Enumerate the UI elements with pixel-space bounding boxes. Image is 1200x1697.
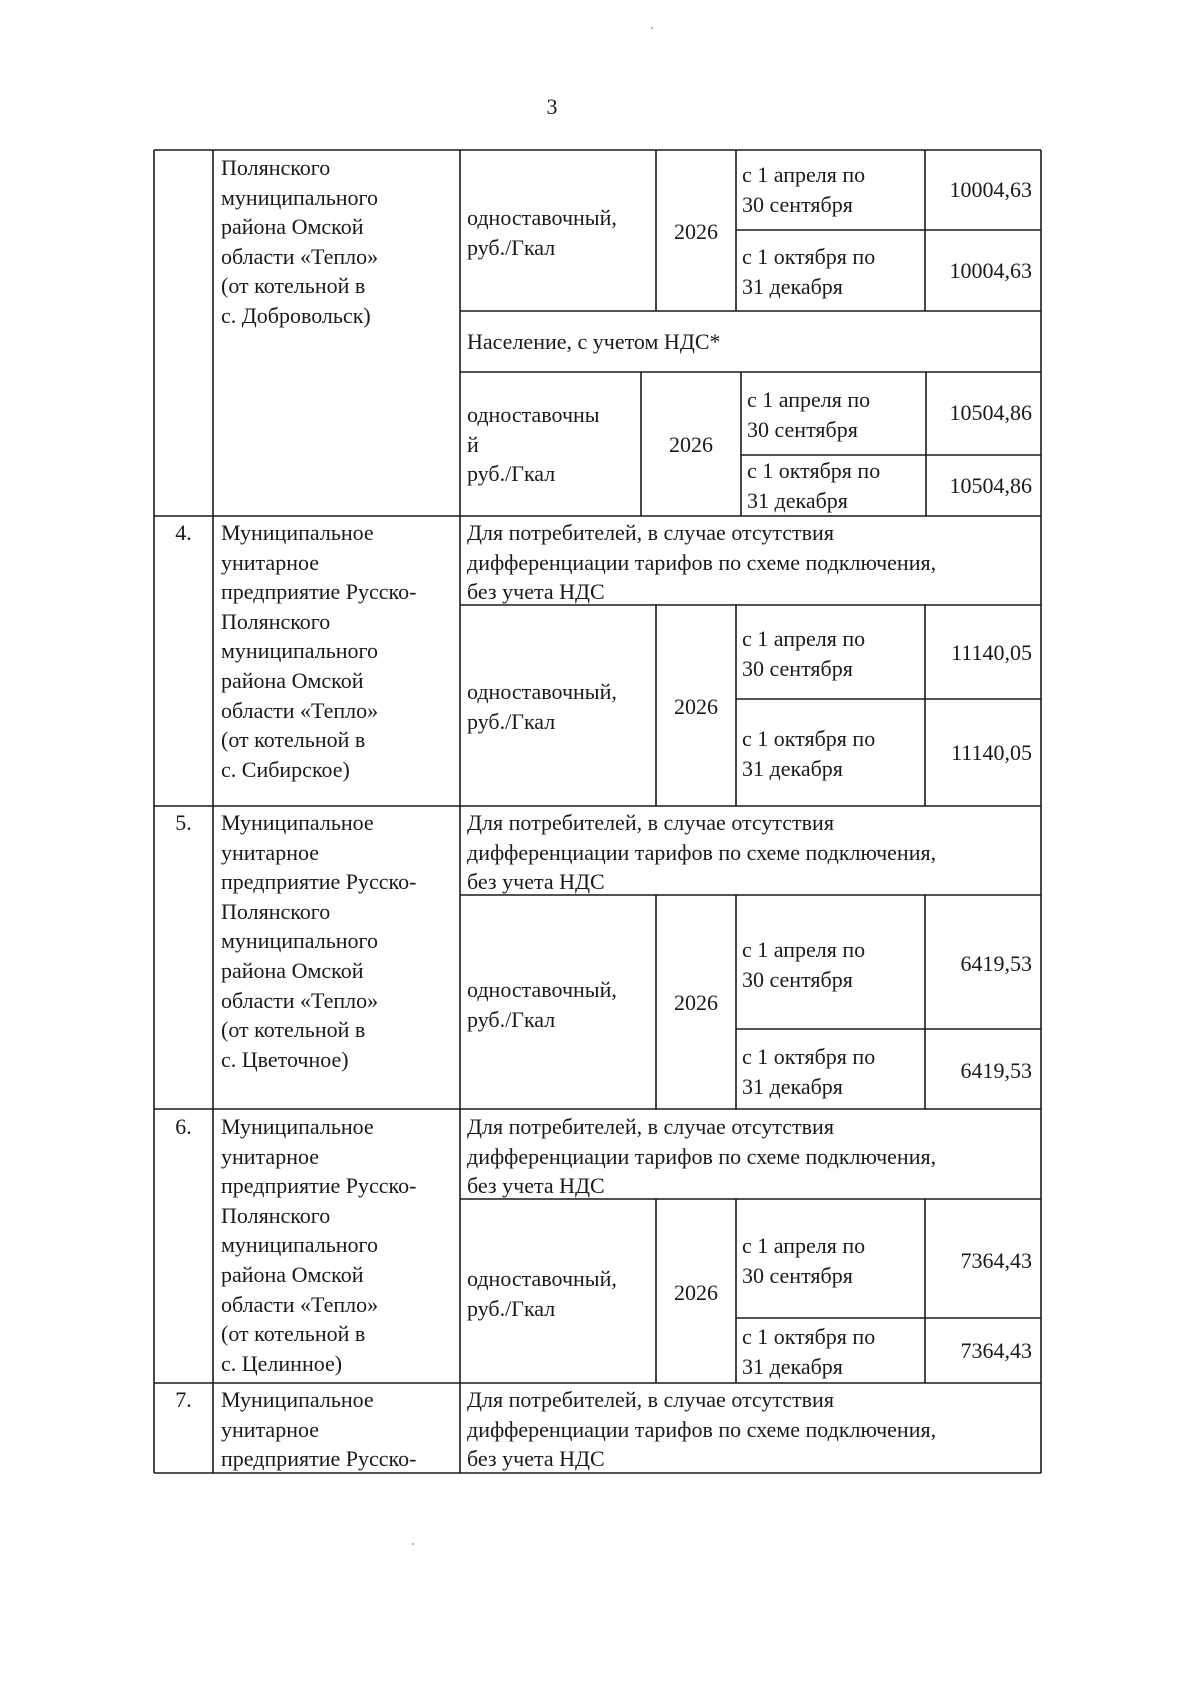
tariff-year: 2026 [669,432,713,457]
org-name: Муниципальное унитарное предприятие Русско- Полянского муниципального района Омской области «Тепло» (от котельной в с. Сибирское) [221,520,417,782]
scan-speck [651,27,653,29]
tariff-year: 2026 [674,694,718,719]
org-name: Муниципальное унитарное предприятие Русско- Полянского муниципального района Омской области «Тепло» (от котельной в с. Целинное) [221,1114,417,1376]
page-number: 3 [546,94,558,119]
tariff-year: 2026 [674,1280,718,1305]
tariff-value: 6419,53 [960,951,1032,976]
tariff-type: одноставочный, руб./Гкал [467,205,617,260]
tariff-value: 11140,05 [951,740,1032,765]
tariff-type: одноставочный, руб./Гкал [467,679,617,734]
tariff-period: с 1 апреля по 30 сентября [742,626,866,681]
tariff-value: 10504,86 [949,400,1032,425]
tariff-value: 7364,43 [960,1248,1032,1273]
tariff-period: с 1 апреля по 30 сентября [742,162,866,217]
tariff-period: с 1 апреля по 30 сентября [747,387,871,442]
org-name: Полянского муниципального района Омской области «Тепло» (от котельной в с. Добровольск) [221,155,379,328]
tariff-value: 10004,63 [949,177,1032,202]
tariff-period: с 1 октября по 31 декабря [742,1324,876,1379]
tariff-value: 10504,86 [949,473,1032,498]
scan-speck [412,1543,414,1545]
row-number: 4. [175,520,192,545]
consumer-group-header: Для потребителей, в случае отсутствия дифференциации тарифов по схеме подключения, без учета НДС [467,1387,937,1472]
tariff-type: одноставочный, руб./Гкал [467,977,617,1032]
tariff-type: одноставочный, руб./Гкал [467,1266,617,1321]
tariff-type: одноставочны й руб./Гкал [467,402,600,487]
org-name: Муниципальное унитарное предприятие Русско- [221,1387,417,1472]
tariff-period: с 1 октября по 31 декабря [747,458,881,513]
tariff-period: с 1 октября по 31 декабря [742,726,876,781]
row-number: 7. [175,1387,192,1412]
tariff-value: 7364,43 [960,1338,1032,1363]
consumer-group-header: Для потребителей, в случае отсутствия дифференциации тарифов по схеме подключения, без учета НДС [467,1114,937,1199]
consumer-group-header: Для потребителей, в случае отсутствия дифференциации тарифов по схеме подключения, без учета НДС [467,810,937,895]
tariff-value: 11140,05 [951,640,1032,665]
row-number: 6. [175,1114,192,1139]
tariff-value: 6419,53 [960,1058,1032,1083]
tariff-period: с 1 апреля по 30 сентября [742,937,866,992]
tariff-year: 2026 [674,219,718,244]
row-number: 5. [175,810,192,835]
tariff-period: с 1 октября по 31 декабря [742,1044,876,1099]
consumer-group-header: Для потребителей, в случае отсутствия дифференциации тарифов по схеме подключения, без учета НДС [467,520,937,605]
tariff-value: 10004,63 [949,258,1032,283]
tariff-period: с 1 апреля по 30 сентября [742,1233,866,1288]
consumer-group-header: Население, с учетом НДС* [467,329,721,354]
tariff-period: с 1 октября по 31 декабря [742,244,876,299]
tariff-year: 2026 [674,990,718,1015]
org-name: Муниципальное унитарное предприятие Русско- Полянского муниципального района Омской области «Тепло» (от котельной в с. Цветочное) [221,810,417,1072]
